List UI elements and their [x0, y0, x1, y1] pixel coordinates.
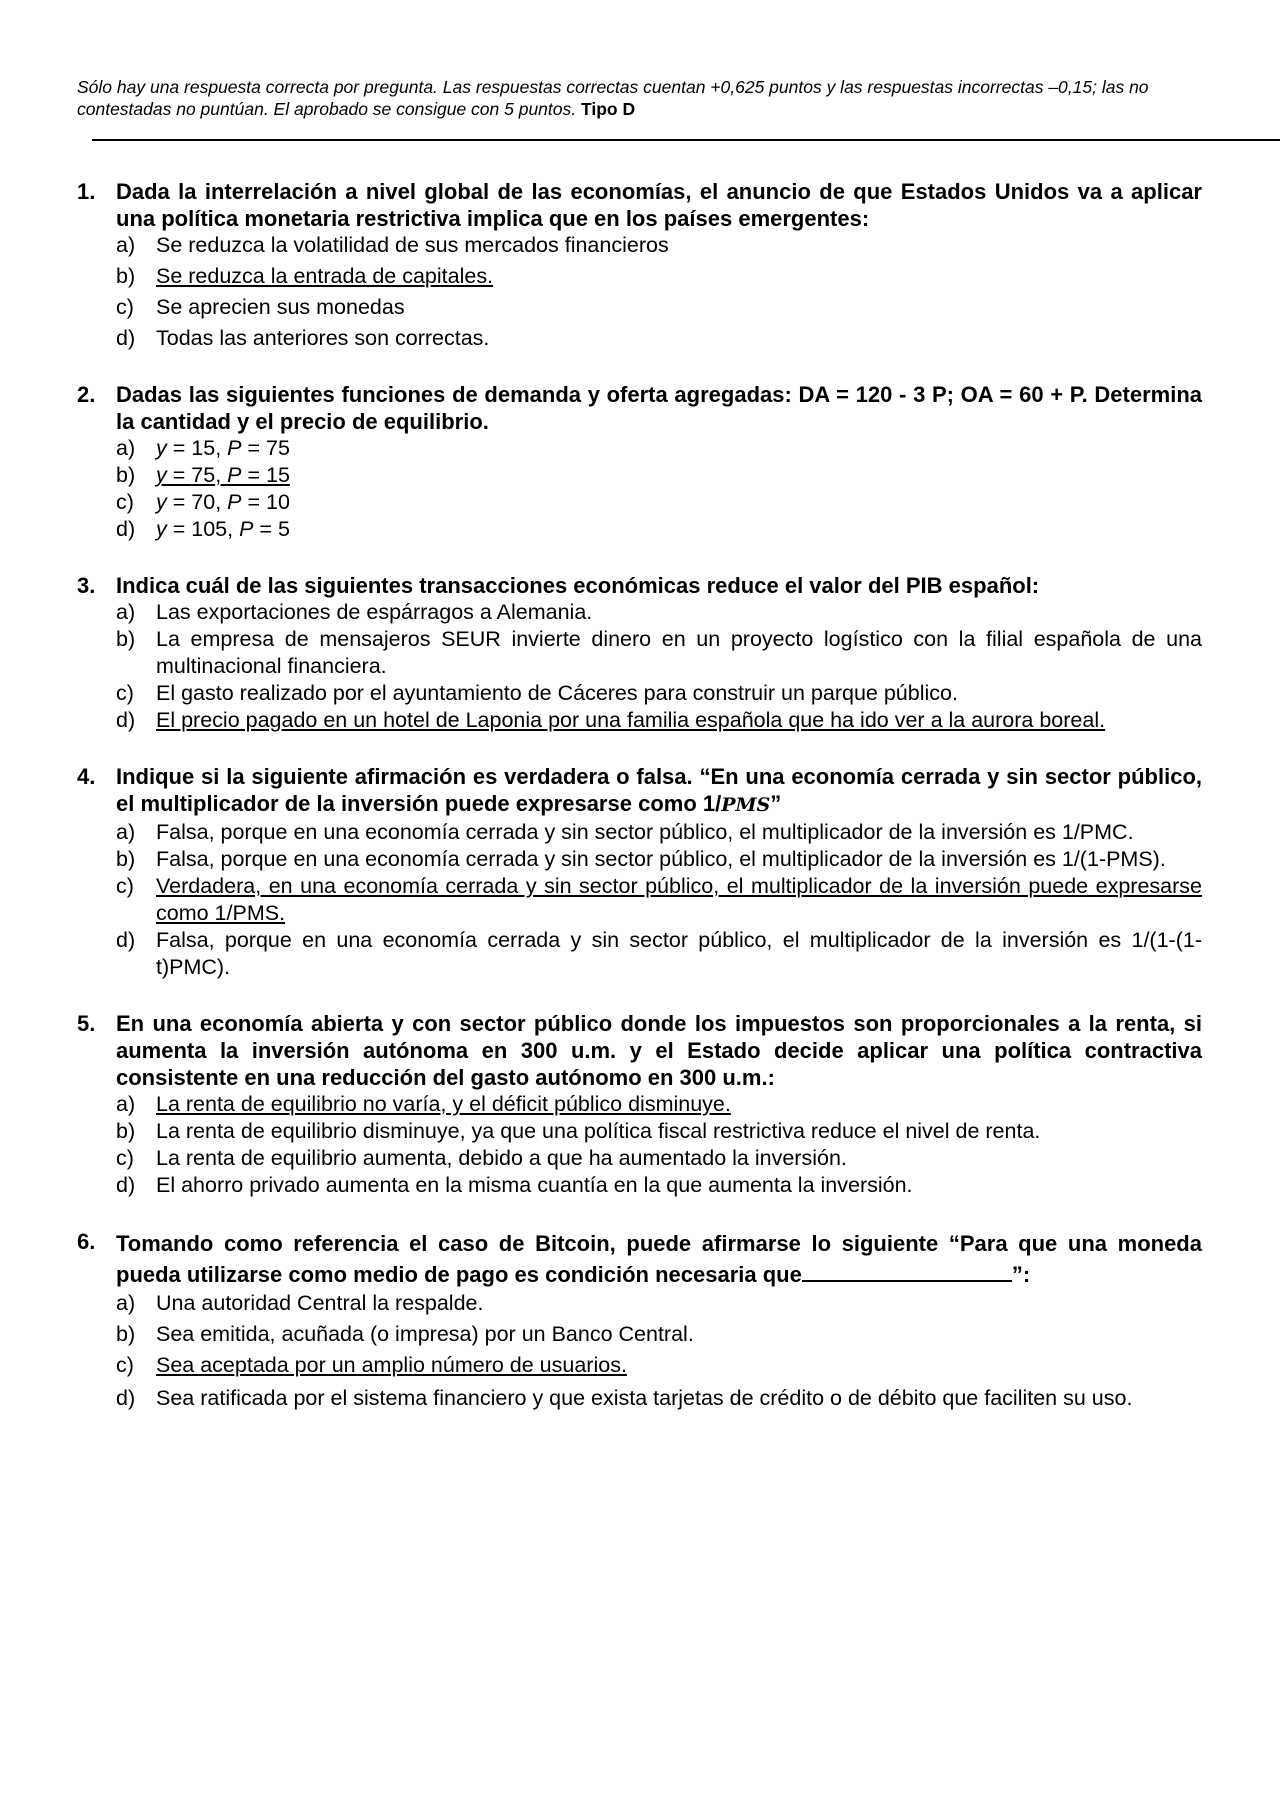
answer-options: [116, 819, 1202, 981]
option-letter: a): [116, 600, 136, 624]
option-text: El ahorro privado aumenta en la misma cuantía en la que aumenta la inversión.: [156, 1173, 913, 1197]
answer-option-d: [116, 516, 1202, 543]
answer-option-b: [116, 1321, 1202, 1348]
exam-instructions: [77, 76, 1187, 120]
p-value: 75: [266, 436, 290, 460]
option-text: Sea ratificada por el sistema financiero y que exista tarjetas de crédito o de débito que faciliten su uso.: [156, 1386, 1133, 1410]
answer-option-c: [116, 1352, 1202, 1379]
option-letter: a): [116, 436, 136, 460]
answer-option-c: [116, 1145, 1202, 1172]
question-4: [77, 763, 1202, 981]
option-text: La renta de equilibrio aumenta, debido a que ha aumentado la inversión.: [156, 1146, 847, 1170]
option-letter: c): [116, 1146, 134, 1170]
correct-option-text: Sea aceptada por un amplio número de usuarios.: [156, 1353, 627, 1377]
option-letter: a): [116, 233, 136, 257]
option-letter: b): [116, 264, 136, 288]
answer-option-c: [116, 873, 1202, 927]
header-divider: [92, 139, 1280, 141]
answer-option-a: [116, 1290, 1202, 1317]
question-number: 2.: [77, 382, 96, 407]
correct-option-text: Se reduzca la entrada de capitales.: [156, 264, 494, 288]
option-letter: b): [116, 1119, 136, 1143]
option-text: y = 15, P = 75: [156, 436, 290, 460]
answer-option-c: [116, 294, 1202, 321]
option-letter: c): [116, 490, 134, 514]
option-text: El gasto realizado por el ayuntamiento de Cáceres para construir un parque público.: [156, 681, 958, 705]
option-letter: d): [116, 1173, 136, 1197]
answer-option-b: [116, 846, 1202, 873]
option-letter: b): [116, 463, 136, 487]
question-5: [77, 1010, 1202, 1199]
answer-option-b: [116, 462, 1202, 489]
option-letter: c): [116, 681, 134, 705]
option-letter: d): [116, 326, 136, 350]
question-2: [77, 381, 1202, 543]
p-value: 5: [277, 517, 290, 541]
correct-option-text: y = 75, P = 15: [156, 463, 290, 487]
question-text-main: Indique si la siguiente afirmación es verdadera o falsa. “En una economía cerrada y sin sector público, el multiplicador de la inversión puede expresarse como 1/: [116, 764, 1202, 816]
option-text: Falsa, porque en una economía cerrada y sin sector público, el multiplicador de la inversión es 1/(1-PMS).: [156, 847, 1166, 871]
question-text: [116, 1228, 1202, 1290]
answer-option-a: [116, 1091, 1202, 1118]
option-text: Se reduzca la volatilidad de sus mercados financieros: [156, 233, 669, 257]
p-value: 10: [266, 490, 290, 514]
answer-options: [116, 1091, 1202, 1199]
question-text: En una economía abierta y con sector público donde los impuestos son proporcionales a la renta, si aumenta la inversión autónoma en 300 u.m. y el Estado decide aplicar una política contractiva consistente en una reducción del gasto autónomo en 300 u.m.:: [116, 1011, 1202, 1090]
answer-option-b: [116, 626, 1202, 680]
answer-options: [116, 1290, 1202, 1414]
option-letter: b): [116, 1322, 136, 1346]
math-pms: PMS: [721, 794, 771, 816]
option-text: y = 105, P = 5: [156, 517, 290, 541]
answer-option-b: [116, 263, 1202, 290]
option-letter: d): [116, 708, 136, 732]
option-text: Falsa, porque en una economía cerrada y sin sector público, el multiplicador de la inversión es 1/PMC.: [156, 820, 1134, 844]
question-number: 5.: [77, 1011, 96, 1036]
option-text: La renta de equilibrio disminuye, ya que una política fiscal restrictiva reduce el nivel de renta.: [156, 1119, 1041, 1143]
correct-option-text: Verdadera, en una economía cerrada y sin sector público, el multiplicador de la inversión puede expresarse como 1/PMS.: [156, 874, 1202, 925]
option-letter: c): [116, 1353, 134, 1377]
question-text-end: ”:: [1011, 1262, 1031, 1287]
questions-list: [77, 178, 1202, 1443]
answer-option-d: [116, 1172, 1202, 1199]
option-letter: c): [116, 874, 134, 898]
question-6: [77, 1228, 1202, 1414]
option-letter: d): [116, 517, 136, 541]
answer-option-d: [116, 325, 1202, 352]
p-value: 15: [266, 463, 290, 487]
y-value: 70: [191, 490, 216, 514]
option-letter: c): [116, 295, 134, 319]
answer-option-a: [116, 232, 1202, 259]
answer-options: [116, 232, 1202, 352]
option-text: y = 70, P = 10: [156, 490, 290, 514]
exam-type: Tipo D: [581, 99, 636, 119]
instructions-text: Sólo hay una respuesta correcta por pregunta. Las respuestas correctas cuentan +0,625 puntos y las respuestas incorrectas –0,15; las no contestadas no puntúan. El aprobado se consigue con 5 puntos.: [77, 77, 1149, 119]
answer-option-c: [116, 489, 1202, 516]
question-text: Dadas las siguientes funciones de demanda y oferta agregadas: DA = 120 - 3 P; OA = 60 + P. Determina la cantidad y el precio de equilibrio.: [116, 382, 1202, 434]
question-1: [77, 178, 1202, 352]
answer-option-a: [116, 435, 1202, 462]
answer-option-c: [116, 680, 1202, 707]
answer-option-d: [116, 1383, 1202, 1414]
y-value: 105: [191, 517, 228, 541]
answer-option-a: [116, 819, 1202, 846]
option-letter: a): [116, 820, 136, 844]
option-letter: a): [116, 1291, 136, 1315]
question-text: [116, 763, 1202, 819]
option-text: Las exportaciones de espárragos a Alemania.: [156, 600, 593, 624]
question-number: 4.: [77, 764, 96, 789]
question-text-end: ”: [770, 791, 782, 816]
option-text: Falsa, porque en una economía cerrada y sin sector público, el multiplicador de la inversión es 1/(1-(1-t)PMC).: [156, 928, 1202, 979]
question-3: [77, 572, 1202, 734]
question-number: 1.: [77, 179, 96, 204]
fill-in-blank: [802, 1260, 1012, 1282]
question-number: 3.: [77, 573, 96, 598]
option-text: Sea emitida, acuñada (o impresa) por un Banco Central.: [156, 1322, 694, 1346]
correct-option-text: La renta de equilibrio no varía, y el déficit público disminuye.: [156, 1092, 731, 1116]
option-letter: b): [116, 847, 136, 871]
option-letter: b): [116, 627, 136, 651]
answer-options: [116, 599, 1202, 734]
answer-options: [116, 435, 1202, 543]
option-letter: d): [116, 1386, 136, 1410]
y-value: 75: [191, 463, 216, 487]
option-letter: d): [116, 928, 136, 952]
option-letter: a): [116, 1092, 136, 1116]
option-text: Se aprecien sus monedas: [156, 295, 405, 319]
answer-option-d: [116, 707, 1202, 734]
question-text: Indica cuál de las siguientes transacciones económicas reduce el valor del PIB español:: [116, 573, 1040, 598]
answer-option-d: [116, 927, 1202, 981]
option-text: Todas las anteriores son correctas.: [156, 326, 490, 350]
correct-option-text: El precio pagado en un hotel de Laponia por una familia española que ha ido ver a la aurora boreal.: [156, 708, 1106, 732]
y-value: 15: [191, 436, 216, 460]
option-text: Una autoridad Central la respalde.: [156, 1291, 484, 1315]
answer-option-b: [116, 1118, 1202, 1145]
answer-option-a: [116, 599, 1202, 626]
option-text: La empresa de mensajeros SEUR invierte dinero en un proyecto logístico con la filial española de una multinacional financiera.: [156, 627, 1202, 678]
question-text-main: Tomando como referencia el caso de Bitcoin, puede afirmarse lo siguiente “Para que una moneda pueda utilizarse como medio de pago es condición necesaria que: [116, 1231, 1202, 1287]
question-number: 6.: [77, 1229, 96, 1254]
question-text: Dada la interrelación a nivel global de las economías, el anuncio de que Estados Unidos va a aplicar una política monetaria restrictiva implica que en los países emergentes:: [116, 179, 1202, 231]
